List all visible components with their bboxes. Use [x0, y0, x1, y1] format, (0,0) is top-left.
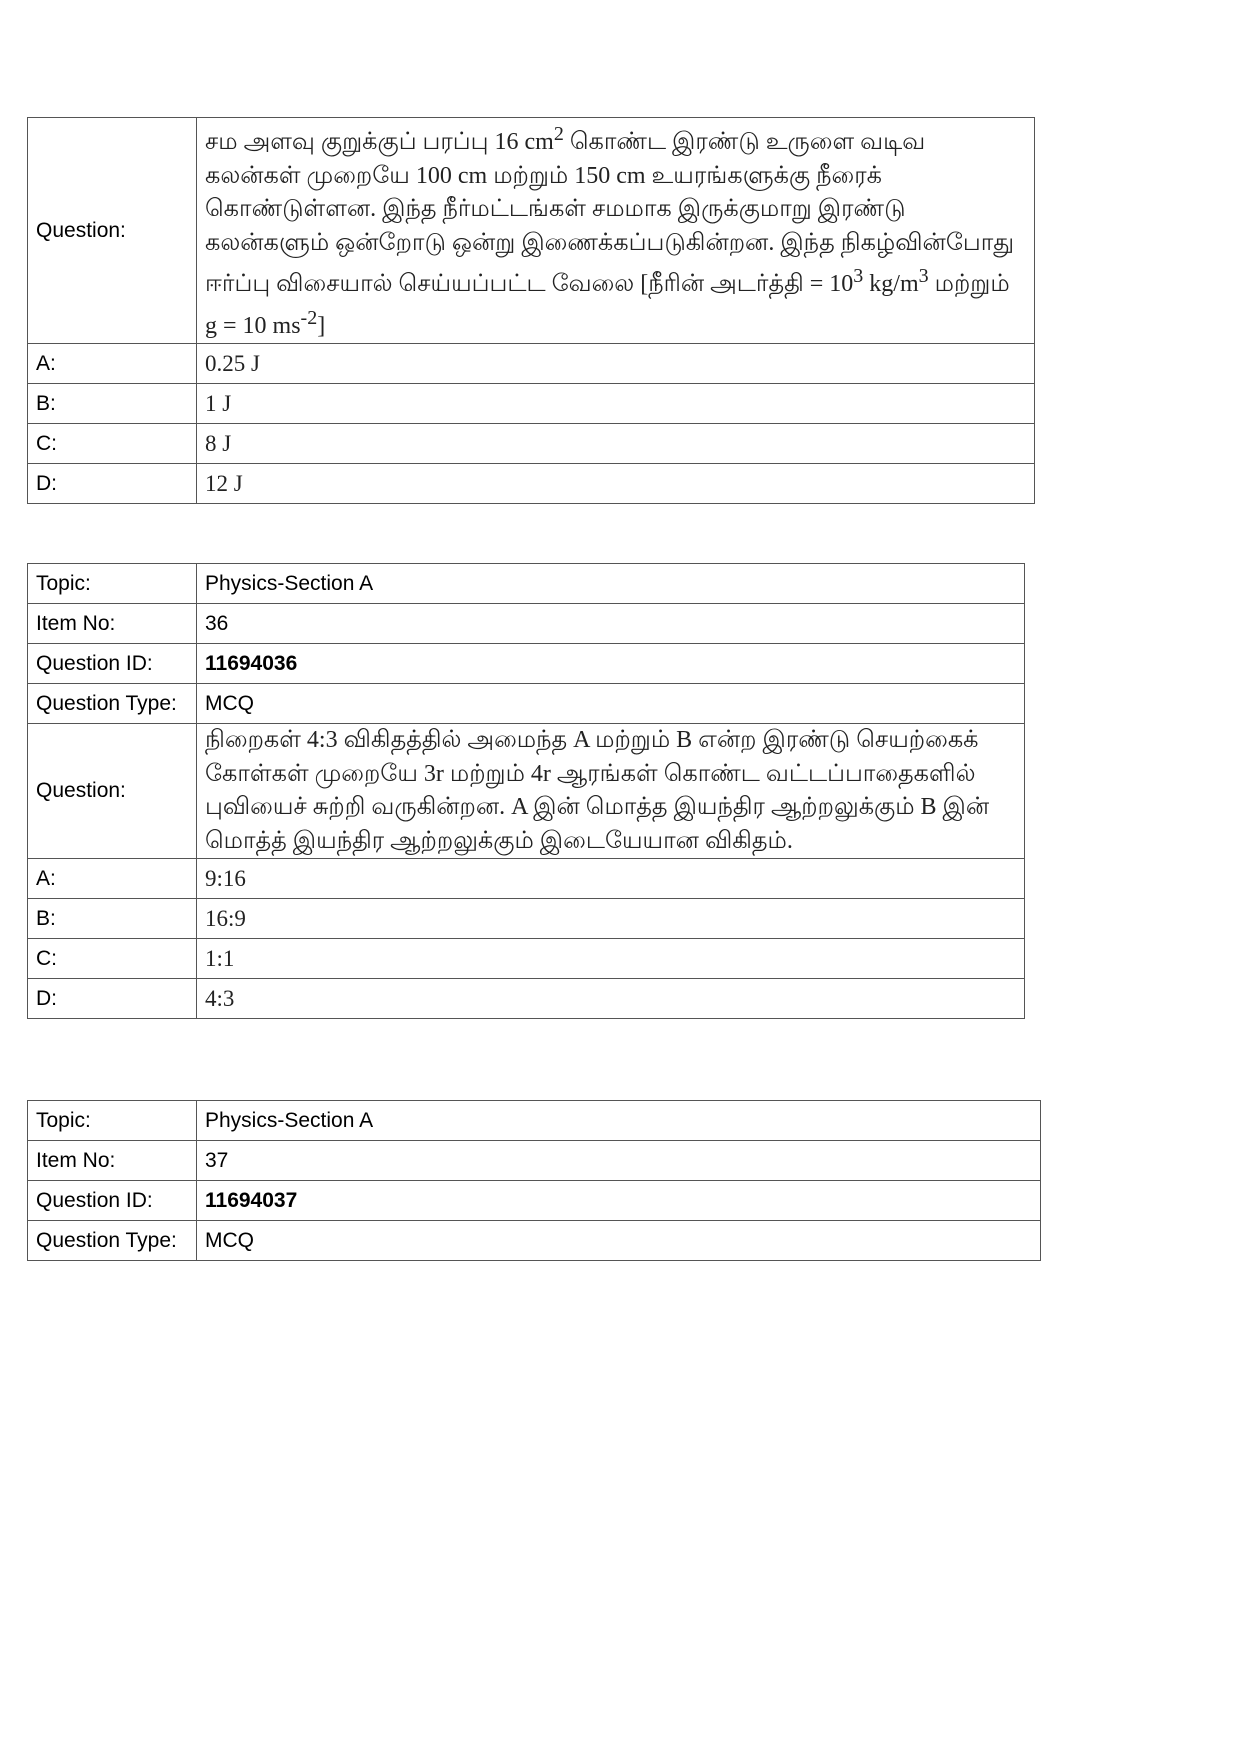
option-a-label: A: [28, 344, 197, 384]
option-d-label: D: [28, 979, 197, 1019]
option-row-b [28, 899, 1025, 939]
question-row [28, 724, 1025, 859]
item-no-row [28, 604, 1025, 644]
option-b-label: B: [28, 899, 197, 939]
item-no-value: 37 [197, 1141, 1041, 1181]
question-type-row [28, 684, 1025, 724]
option-row-c [28, 939, 1025, 979]
option-d-value: 4:3 [197, 979, 1025, 1019]
item-no-label: Item No: [28, 604, 197, 644]
question-row [28, 118, 1035, 344]
option-c-label: C: [28, 424, 197, 464]
question-text: நிறைகள் 4:3 விகிதத்தில் அமைந்த A மற்றும் B என்ற இரண்டு செயற்கைக் கோள்கள் முறையே 3r மற்றும் 4r ஆரங்கள் கொண்ட வட்டப்பாதைகளில் புவியைச் சுற்றி வருகின்றன. A இன் மொத்த இயந்திர ஆற்றலுக்கும் B இன் மொத்த் இயந்திர ஆற்றலுக்கும் இடையேயான விகிதம். [197, 724, 1025, 859]
topic-label: Topic: [28, 1101, 197, 1141]
item-no-value: 36 [197, 604, 1025, 644]
option-c-value: 1:1 [197, 939, 1025, 979]
topic-row [28, 564, 1025, 604]
question-table-35 [27, 117, 1035, 504]
option-row-c [28, 424, 1035, 464]
option-a-value: 0.25 J [197, 344, 1035, 384]
question-id-row [28, 1181, 1041, 1221]
question-type-row [28, 1221, 1041, 1261]
option-d-label: D: [28, 464, 197, 504]
question-id-label: Question ID: [28, 644, 197, 684]
question-id-value: 11694037 [197, 1181, 1041, 1221]
topic-value: Physics-Section A [197, 1101, 1041, 1141]
question-table-37 [27, 1100, 1041, 1261]
question-type-value: MCQ [197, 1221, 1041, 1261]
option-row-d [28, 979, 1025, 1019]
question-type-value: MCQ [197, 684, 1025, 724]
question-type-label: Question Type: [28, 684, 197, 724]
item-no-row [28, 1141, 1041, 1181]
option-row-d [28, 464, 1035, 504]
option-b-value: 1 J [197, 384, 1035, 424]
option-b-value: 16:9 [197, 899, 1025, 939]
option-d-value: 12 J [197, 464, 1035, 504]
option-a-value: 9:16 [197, 859, 1025, 899]
question-id-label: Question ID: [28, 1181, 197, 1221]
question-label: Question: [28, 724, 197, 859]
option-a-label: A: [28, 859, 197, 899]
option-c-label: C: [28, 939, 197, 979]
topic-row [28, 1101, 1041, 1141]
question-id-value: 11694036 [197, 644, 1025, 684]
option-b-label: B: [28, 384, 197, 424]
option-c-value: 8 J [197, 424, 1035, 464]
option-row-b [28, 384, 1035, 424]
question-label: Question: [28, 118, 197, 344]
question-table-36 [27, 563, 1025, 1019]
question-text: சம அளவு குறுக்குப் பரப்பு 16 $cm^2$ கொண்ட இரண்டு உருளை வடிவ கலன்கள் முறையே 100 cm மற்றும் 150 cm உயரங்களுக்கு நீரைக் கொண்டுள்ளன. இந்த நீர்மட்டங்கள் சமமாக இருக்குமாறு இரண்டு கலன்களும் ஒன்றோடு ஒன்று இணைக்கப்படுகின்றன. இந்த நிகழ்வின்போது ஈர்ப்பு விசையால் செய்யப்பட்ட வேலை [நீரின் அடர்த்தி = $10^3$ $kg/m^3$ மற்றும் g = 10 $ms^{-2}$] [197, 118, 1035, 344]
option-row-a [28, 344, 1035, 384]
item-no-label: Item No: [28, 1141, 197, 1181]
topic-label: Topic: [28, 564, 197, 604]
option-row-a [28, 859, 1025, 899]
question-id-row [28, 644, 1025, 684]
topic-value: Physics-Section A [197, 564, 1025, 604]
question-type-label: Question Type: [28, 1221, 197, 1261]
